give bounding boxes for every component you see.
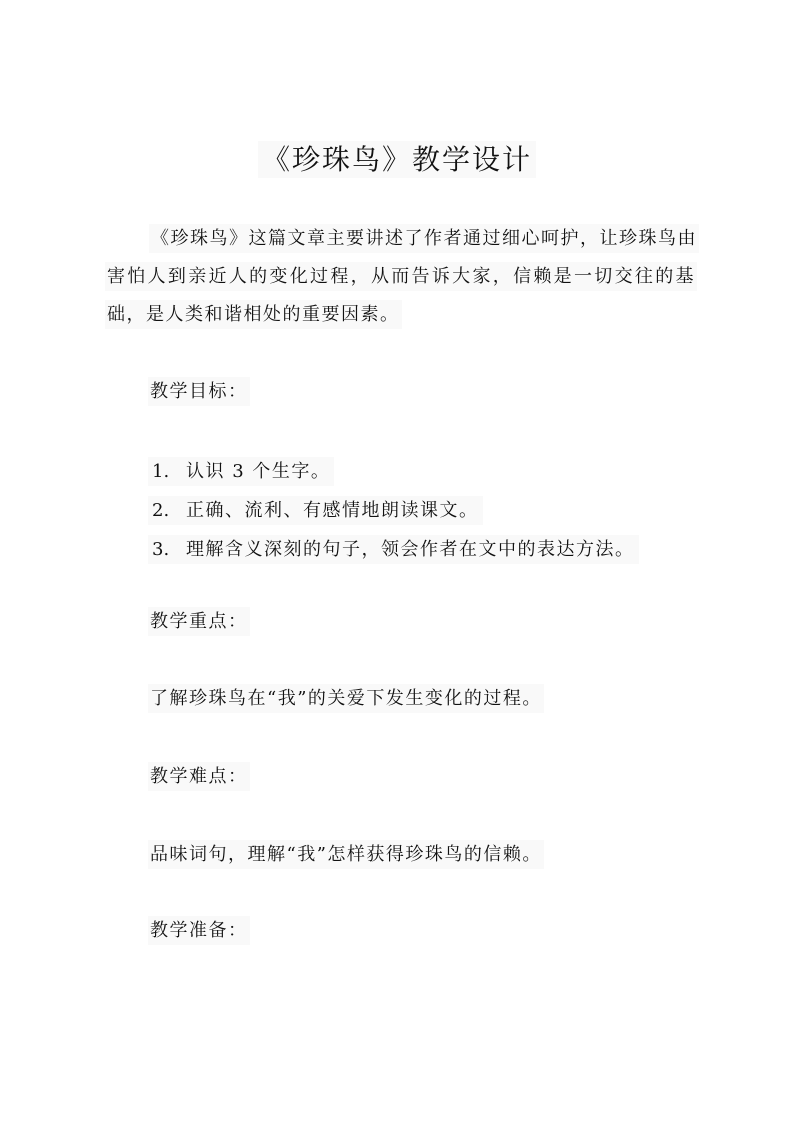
difficulty-heading-text: 教学难点： (148, 762, 250, 791)
difficulty-body: 品味词句，理解“我”怎样获得珍珠鸟的信赖。 (148, 840, 544, 869)
objective-item-2 (148, 493, 483, 529)
key-point-text (148, 685, 544, 713)
objective-item-3 (148, 532, 639, 568)
objective-text: 理解含义深刻的句子，领会作者在文中的表达方法。 (186, 539, 635, 560)
preparation-heading-text: 教学准备： (148, 916, 250, 945)
objective-text: 认识 3 个生字。 (186, 461, 331, 482)
objective-number: 1. (152, 461, 170, 482)
difficulty-text (148, 841, 544, 869)
preparation-heading (148, 917, 250, 945)
key-point-heading (148, 608, 250, 636)
difficulty-heading (148, 763, 250, 791)
objectives-heading-text: 教学目标： (148, 377, 250, 406)
objectives-heading (148, 378, 250, 406)
document-title (0, 140, 794, 180)
objective-item-1 (148, 454, 334, 490)
document-title-text: 《珍珠鸟》教学设计 (258, 141, 536, 178)
objective-number: 3. (152, 539, 170, 560)
key-point-heading-text: 教学重点： (148, 607, 250, 636)
intro-paragraph (105, 220, 697, 334)
intro-paragraph-text: 《珍珠鸟》这篇文章主要讲述了作者通过细心呵护，让珍珠鸟由害怕人到亲近人的变化过程，从而告诉大家，信赖是一切交往的基础，是人类和谐相处的重要因素。 (105, 224, 699, 329)
objective-number: 2. (152, 500, 170, 521)
key-point-body: 了解珍珠鸟在“我”的关爱下发生变化的过程。 (148, 684, 544, 713)
objective-text: 正确、流利、有感情地朗读课文。 (186, 500, 479, 521)
